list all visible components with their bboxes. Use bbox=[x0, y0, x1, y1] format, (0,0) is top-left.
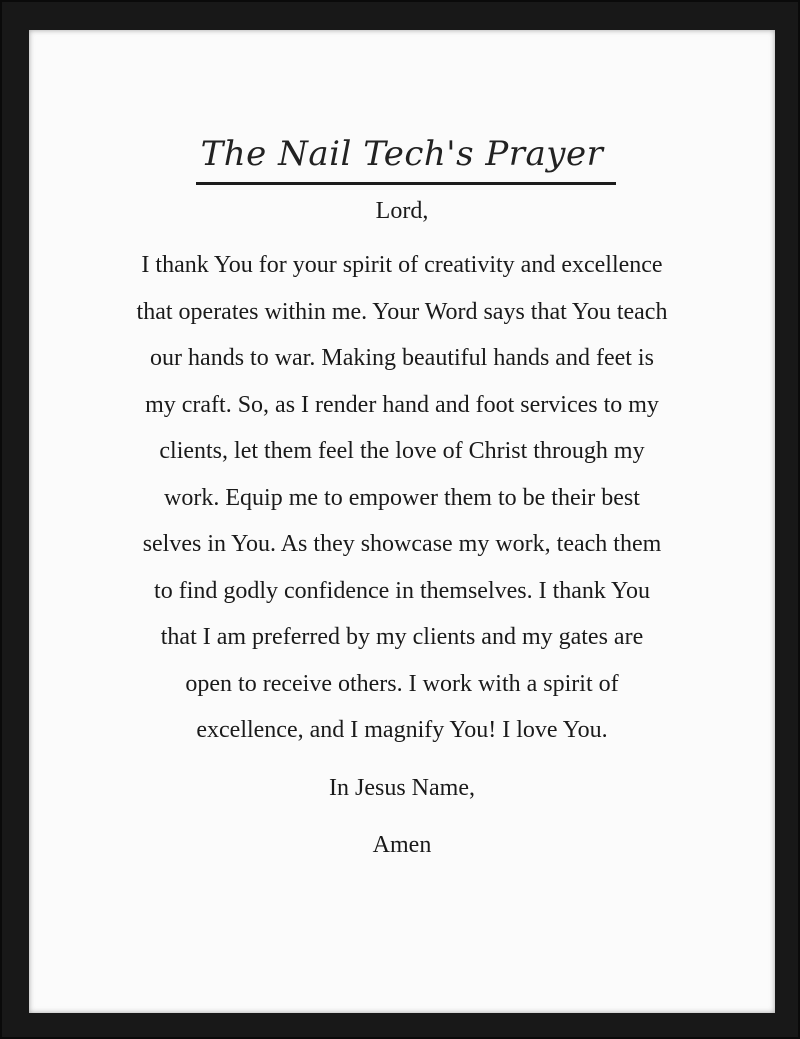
prayer-greeting: Lord, bbox=[375, 198, 429, 224]
prayer-line: our hands to war. Making beautiful hands and feet is bbox=[150, 345, 654, 371]
prayer-closing: In Jesus Name, bbox=[329, 775, 475, 801]
prayer-amen: Amen bbox=[372, 832, 432, 858]
prayer-title: The Nail Tech's Prayer bbox=[200, 134, 604, 174]
prayer-line: open to receive others. I work with a spirit of bbox=[185, 670, 619, 697]
prayer-body bbox=[95, 250, 709, 762]
prayer-line: that I am preferred by my clients and my gates are bbox=[160, 624, 644, 650]
prayer-line: to find godly confidence in themselves. I thank You bbox=[154, 577, 650, 604]
prayer-line: work. Equip me to empower them to be their best bbox=[164, 484, 640, 511]
prayer-line: I thank You for your spirit of creativity and excellence bbox=[141, 252, 663, 278]
title-underline bbox=[196, 182, 616, 185]
prayer-paper bbox=[29, 30, 775, 1013]
prayer-line: my craft. So, as I render hand and foot services to my bbox=[145, 391, 659, 418]
prayer-line: clients, let them feel the love of Christ through my bbox=[159, 438, 645, 464]
prayer-line: selves in You. As they showcase my work, teach them bbox=[142, 531, 662, 557]
prayer-line: excellence, and I magnify You! I love You. bbox=[196, 717, 608, 743]
prayer-line: that operates within me. Your Word says that You teach bbox=[136, 298, 668, 325]
